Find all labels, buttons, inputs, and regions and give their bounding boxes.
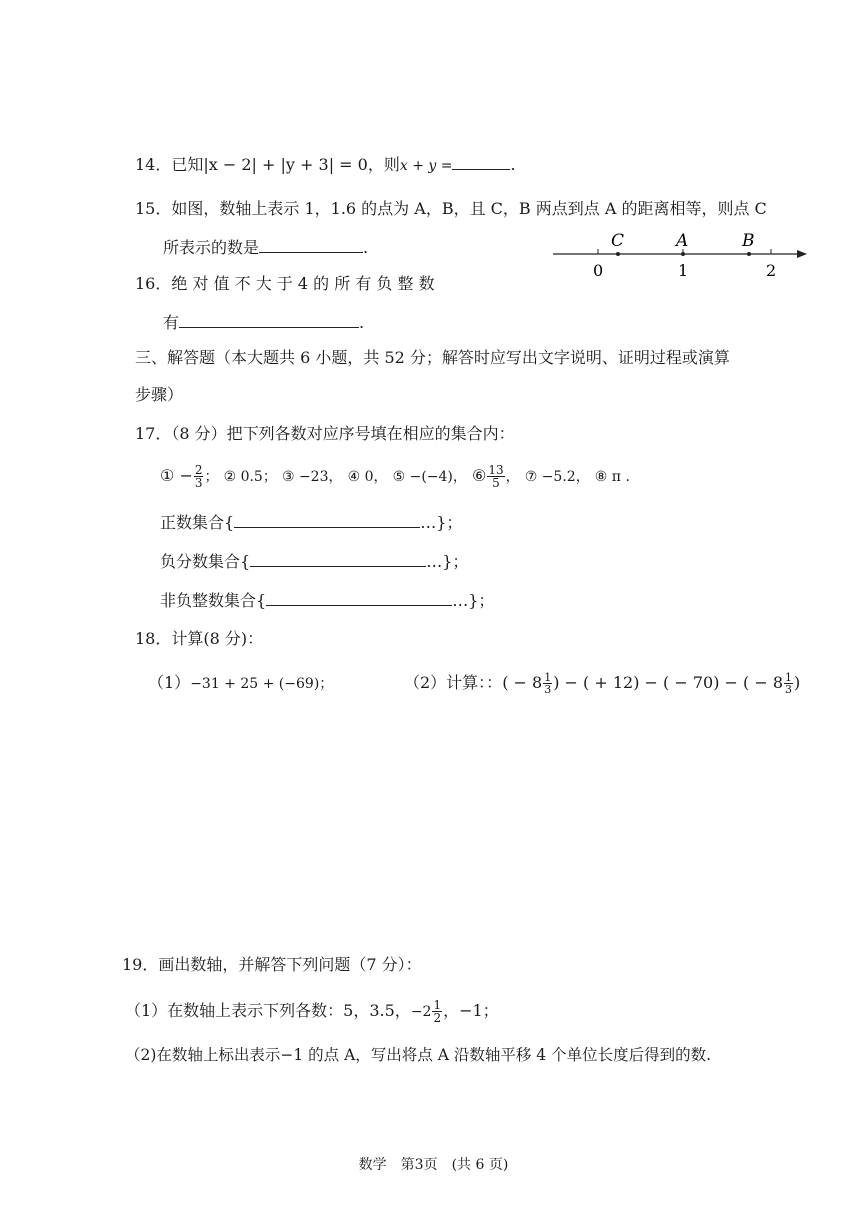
answer-blank[interactable]: [179, 311, 359, 328]
question-17: [135, 423, 515, 445]
question-number: 18．: [135, 629, 172, 648]
mixed-fraction: [543, 672, 552, 695]
mixed-fraction: [432, 999, 442, 1024]
question-text: 如图，数轴上表示 1，1.6 的点为 A，B，且 C，B 两点到点 A 的距离相等，则点 C: [171, 199, 767, 218]
label-c: C: [611, 231, 625, 251]
mixed-fraction: [784, 672, 793, 695]
item-6-mark: ⑥: [471, 466, 487, 485]
part-label: （2）计算：：: [404, 673, 503, 692]
label-1: 1: [678, 261, 689, 280]
point-c: [616, 252, 620, 256]
item-1-mark: ①: [160, 466, 175, 485]
set-close: …}；: [420, 513, 463, 532]
math-expression: ) − ( + 12) − ( − 70) − ( − 8: [553, 673, 784, 692]
answer-blank[interactable]: [266, 589, 452, 606]
section-3-heading-line2: 步骤）: [135, 385, 184, 404]
question-19-part-2: （2)在数轴上标出表示−1 的点 A，写出将点 A 沿数轴平移 4 个单位长度后得到的数.: [125, 1046, 711, 1064]
period: .: [363, 238, 369, 257]
part-text: ，−1；: [443, 1001, 499, 1020]
label-0: 0: [593, 261, 604, 280]
negative-fraction-set-line: [160, 550, 468, 573]
part-text: （1）在数轴上表示下列各数：5，3.5，: [125, 1001, 411, 1020]
numerator: 13: [488, 463, 504, 477]
question-18: [135, 628, 263, 650]
question-text: 绝 对 值 不 大 于 4 的 所 有 负 整 数: [171, 274, 435, 293]
part-label: （1）: [148, 673, 191, 692]
item-1-sign: −: [179, 466, 193, 485]
question-16-line1: [135, 273, 435, 295]
item-4: ④ 0，: [347, 469, 388, 485]
question-number: 16．: [135, 274, 172, 293]
item-6-fraction: [487, 464, 504, 489]
question-number: 14．: [135, 155, 172, 174]
question-15-line1: [135, 198, 767, 220]
nonnegative-integer-set-line: [160, 589, 494, 612]
set-label: 正数集合{: [160, 513, 235, 532]
period: .: [359, 313, 365, 332]
question-text: 计算(8 分)：: [171, 629, 264, 648]
math-expression: ): [794, 673, 801, 692]
denominator: 5: [492, 476, 500, 490]
period: .: [510, 155, 516, 174]
page-footer: 数学 第3页 (共 6 页): [358, 1157, 509, 1173]
item-7: ⑦ −5.2，: [524, 469, 590, 485]
set-close: …}；: [452, 591, 495, 610]
question-16-line2: [163, 311, 364, 334]
question-18-part-2: [404, 664, 800, 702]
point-b: [747, 252, 751, 256]
answer-blank[interactable]: [250, 550, 426, 567]
math-expression: −31 + 25 + (−69)；: [190, 676, 334, 692]
question-text: 所表示的数是: [163, 238, 260, 257]
answer-blank[interactable]: [234, 511, 420, 528]
question-18-part-1: [148, 672, 333, 695]
question-14: [135, 153, 516, 177]
denominator: 2: [433, 1011, 442, 1025]
question-text: 画出数轴，并解答下列问题（7 分）：: [158, 955, 422, 974]
denominator: 3: [544, 683, 552, 696]
question-number: 17．: [135, 424, 172, 443]
set-label: 非负整数集合{: [160, 591, 267, 610]
math-expression: x + y =: [399, 158, 453, 174]
numerator: 1: [433, 998, 442, 1012]
numerator: 2: [194, 463, 203, 477]
question-15-line2: [163, 236, 368, 259]
set-label: 负分数集合{: [160, 552, 251, 571]
mixed-number-whole: −2: [410, 1004, 432, 1020]
question-text: 有: [163, 313, 180, 332]
separator: ；: [204, 469, 219, 485]
question-number: 15．: [135, 199, 172, 218]
item-3: ③ −23，: [281, 469, 343, 485]
question-text: 已知|x − 2| + |y + 3| = 0，则: [171, 155, 400, 174]
math-expression: ( − 8: [502, 673, 543, 692]
denominator: 3: [194, 476, 203, 490]
number-line-figure: [545, 222, 815, 284]
label-b: B: [742, 231, 755, 251]
answer-blank[interactable]: [259, 236, 363, 253]
item-5: ⑤ −(−4)，: [392, 469, 467, 485]
item-2: ② 0.5；: [223, 469, 277, 485]
positive-set-line: [160, 511, 462, 534]
numerator: 1: [785, 671, 793, 684]
question-number: 19．: [122, 955, 159, 974]
item-1-fraction: [194, 464, 204, 489]
point-a: [681, 252, 685, 256]
section-3-heading-line1: 三、解答题（本大题共 6 小题，共 52 分；解答时应写出文字说明、证明过程或演算: [135, 348, 730, 367]
axis-arrow: [797, 250, 807, 258]
denominator: 3: [785, 683, 793, 696]
question-text: （8 分）把下列各数对应序号填在相应的集合内：: [171, 424, 515, 443]
set-close: …}；: [426, 552, 469, 571]
label-a: A: [676, 231, 689, 251]
item-8: ⑧ π .: [594, 469, 630, 485]
separator: ，: [505, 469, 520, 485]
question-19: [122, 954, 422, 976]
numerator: 1: [544, 671, 552, 684]
label-2: 2: [766, 261, 777, 280]
answer-blank[interactable]: [452, 153, 510, 170]
question-17-items: [160, 459, 630, 494]
question-19-part-1: [125, 993, 499, 1030]
